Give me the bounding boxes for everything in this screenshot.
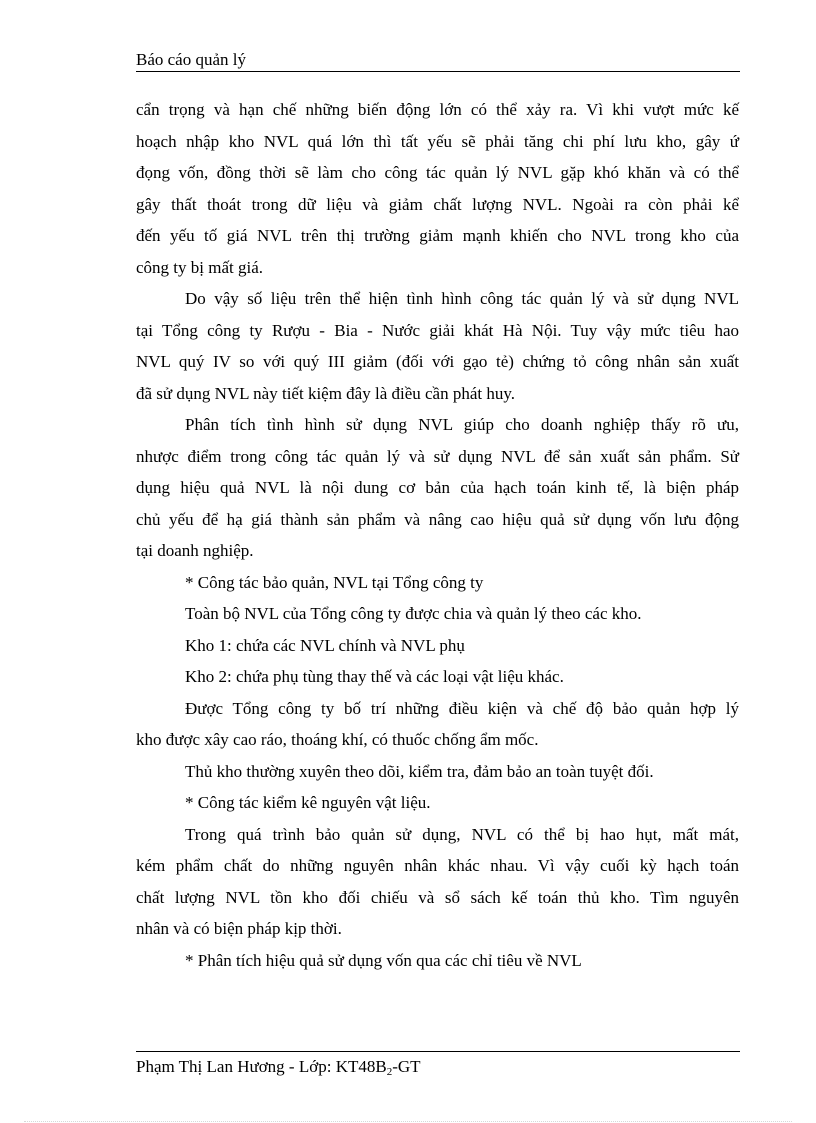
paragraph-line: dụng hiệu quả NVL là nội dung cơ bản của hạch toán kinh tế, là biện pháp — [136, 478, 739, 497]
paragraph-line: Kho 2: chứa phụ tùng thay thế và các loại vật liệu khác. — [185, 667, 564, 686]
paragraph — [136, 693, 739, 756]
paragraph — [136, 630, 739, 662]
paragraph-line: tại doanh nghiệp. — [136, 541, 254, 560]
paragraph — [136, 598, 739, 630]
paragraph — [136, 661, 739, 693]
footer-author: Phạm Thị Lan Hương - Lớp: KT48B — [136, 1057, 387, 1076]
paragraph — [136, 787, 739, 819]
paragraph-line: Toàn bộ NVL của Tổng công ty được chia và quản lý theo các kho. — [185, 604, 642, 623]
paragraph-line: hoạch nhập kho NVL quá lớn thì tất yếu sẽ phải tăng chi phí lưu kho, gây ứ — [136, 131, 739, 151]
paragraph — [136, 94, 739, 283]
paragraph-line: chất lượng NVL tồn kho đối chiếu và sổ sách kế toán thủ kho. Tìm nguyên — [136, 887, 739, 907]
paragraph-line: đọng vốn, đồng thời sẽ làm cho công tác quản lý NVL gặp khó khăn và có thể — [136, 163, 739, 182]
paragraph-line: * Công tác bảo quản, NVL tại Tổng công ty — [185, 572, 484, 592]
header-divider — [136, 71, 740, 72]
paragraph-line: công ty bị mất giá. — [136, 257, 264, 277]
page-footer — [136, 1056, 421, 1078]
document-body — [136, 94, 739, 976]
paragraph-line: * Phân tích hiệu quả sử dụng vốn qua các chỉ tiêu về NVL — [185, 950, 582, 970]
paragraph-line: NVL quý IV so với quý III giảm (đối với gạo tẻ) chứng tỏ công nhân sản xuất — [136, 352, 739, 371]
paragraph-line: đến yếu tố giá NVL trên thị trường giảm mạnh khiến cho NVL trong kho của — [136, 226, 739, 245]
paragraph-line: kho được xây cao ráo, thoáng khí, có thuốc chống ẩm mốc. — [136, 730, 539, 749]
paragraph-line: Phân tích tình hình sử dụng NVL giúp cho doanh nghiệp thấy rõ ưu, — [185, 415, 739, 434]
paragraph — [136, 945, 739, 977]
paragraph-line: gây thất thoát trong dữ liệu và giảm chất lượng NVL. Ngoài ra còn phải kể — [136, 194, 739, 214]
paragraph-line: cẩn trọng và hạn chế những biến động lớn có thể xảy ra. Vì khi vượt mức kế — [136, 100, 739, 119]
paragraph-line: Thủ kho thường xuyên theo dõi, kiểm tra, đảm bảo an toàn tuyệt đối. — [185, 761, 654, 781]
paragraph-line: Trong quá trình bảo quản sử dụng, NVL có thể bị hao hụt, mất mát, — [185, 824, 739, 844]
paragraph — [136, 283, 739, 409]
paragraph-line: * Công tác kiểm kê nguyên vật liệu. — [185, 793, 431, 812]
footer-class-suffix: -GT — [392, 1057, 421, 1076]
page-edge-divider — [24, 1121, 792, 1122]
paragraph-line: nhân và có biện pháp kịp thời. — [136, 919, 342, 938]
paragraph-line: nhược điểm trong công tác quản lý và sử dụng NVL để sản xuất sản phẩm. Sử — [136, 446, 739, 466]
paragraph-line: tại Tổng công ty Rượu - Bia - Nước giải khát Hà Nội. Tuy vậy mức tiêu hao — [136, 320, 739, 340]
paragraph — [136, 756, 739, 788]
paragraph — [136, 819, 739, 945]
paragraph-line: Được Tổng công ty bố trí những điều kiện và chế độ bảo quản hợp lý — [185, 698, 739, 718]
paragraph-line: kém phẩm chất do những nguyên nhân khác nhau. Vì vậy cuối kỳ hạch toán — [136, 856, 739, 875]
paragraph-line: Do vậy số liệu trên thể hiện tình hình công tác quản lý và sử dụng NVL — [185, 289, 739, 308]
paragraph-line: đã sử dụng NVL này tiết kiệm đây là điều cần phát huy. — [136, 383, 516, 403]
page-header-title: Báo cáo quản lý — [136, 50, 246, 69]
footer-divider — [136, 1051, 740, 1052]
paragraph-line: chủ yếu để hạ giá thành sản phẩm và nâng cao hiệu quả sử dụng vốn lưu động — [136, 509, 739, 529]
footer-class-subscript: 2 — [386, 1066, 393, 1078]
paragraph — [136, 567, 739, 599]
paragraph — [136, 409, 739, 567]
paragraph-line: Kho 1: chứa các NVL chính và NVL phụ — [185, 635, 465, 655]
